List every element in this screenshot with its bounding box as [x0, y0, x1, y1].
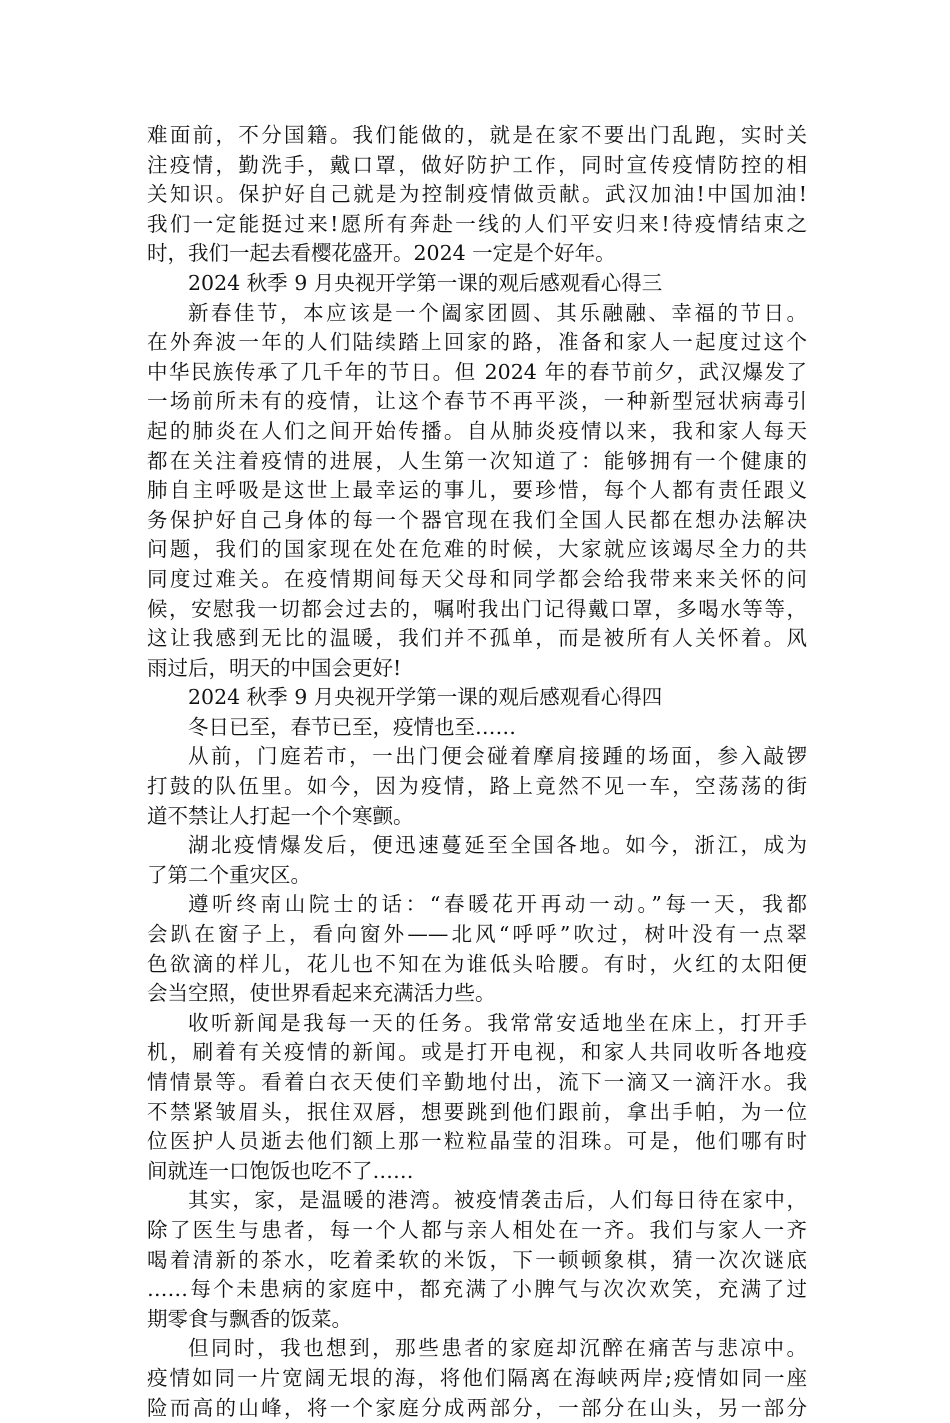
- text-line: 起的肺炎在人们之间开始传播。自从肺炎疫情以来，我和家人每天: [147, 418, 807, 443]
- text-line: 不禁紧皱眉头，抿住双唇，想要跳到他们跟前，拿出手帕，为一位: [147, 1099, 807, 1124]
- text-line: 关知识。保护好自己就是为控制疫情做贡献。武汉加油!中国加油!: [147, 182, 807, 207]
- text-line: 中华民族传承了几千年的节日。但 2024 年的春节前夕，武汉爆发了: [147, 359, 807, 384]
- text-line: 务保护好自己身体的每一个器官现在我们全国人民都在想办法解决: [147, 507, 807, 532]
- text-line: 时，我们一起去看樱花盛开。2024 一定是个好年。: [147, 241, 616, 266]
- text-line: 疫情如同一片宽阔无垠的海，将他们隔离在海峡两岸;疫情如同一座: [147, 1365, 807, 1390]
- text-line: 雨过后，明天的中国会更好!: [147, 655, 402, 680]
- text-line: 从前，门庭若市，一出门便会碰着摩肩接踵的场面，参入敲锣: [188, 744, 807, 769]
- text-line: 肺自主呼吸是这世上最幸运的事儿，要珍惜，每个人都有责任跟义: [147, 478, 807, 503]
- text-line: 机，刷着有关疫情的新闻。或是打开电视，和家人共同收听各地疫: [147, 1040, 807, 1065]
- text-line: 2024 秋季 9 月央视开学第一课的观后感观看心得三: [188, 270, 663, 295]
- text-line: 会当空照，使世界看起来充满活力些。: [147, 981, 496, 1006]
- text-line: 喝着清新的茶水，吃着柔软的米饭，下一顿顿象棋，猜一次次谜底: [147, 1247, 807, 1272]
- text-line: 新春佳节，本应该是一个阖家团圆、其乐融融、幸福的节日。: [188, 300, 807, 325]
- text-line: 了第二个重灾区。: [147, 862, 311, 887]
- text-line: 色欲滴的样儿，花儿也不知在为谁低头哈腰。有时，火红的太阳便: [147, 951, 807, 976]
- text-line: 情情景等。看着白衣天使们辛勤地付出，流下一滴又一滴汗水。我: [147, 1070, 807, 1094]
- text-line: 遵听终南山院士的话：“春暖花开再动一动。”每一天，我都: [188, 892, 807, 917]
- text-line: ……每个未患病的家庭中，都充满了小脾气与次次欢笑，充满了过: [147, 1277, 807, 1302]
- text-line: 其实，家，是温暖的港湾。被疫情袭击后，人们每日待在家中，: [188, 1188, 807, 1213]
- text-line: 位医护人员逝去他们额上那一粒粒晶莹的泪珠。可是，他们哪有时: [147, 1129, 807, 1154]
- text-line: 2024 秋季 9 月央视开学第一课的观后感观看心得四: [188, 685, 663, 710]
- text-line: 期零食与飘香的饭菜。: [147, 1306, 352, 1331]
- text-line: 问题，我们的国家现在处在危难的时候，大家就应该竭尽全力的共: [147, 537, 807, 562]
- text-line: 会趴在窗子上，看向窗外——北风“呼呼”吹过，树叶没有一点翠: [147, 922, 807, 947]
- text-line: 注疫情，勤洗手，戴口罩，做好防护工作，同时宣传疫情防控的相: [147, 152, 807, 177]
- text-line: 除了医生与患者，每一个人都与亲人相处在一齐。我们与家人一齐: [147, 1217, 807, 1242]
- text-line: 都在关注着疫情的进展，人生第一次知道了：能够拥有一个健康的: [147, 448, 807, 473]
- text-line: 道不禁让人打起一个个寒颤。: [147, 803, 414, 828]
- text-line: 同度过难关。在疫情期间每天父母和同学都会给我带来来关怀的问: [147, 566, 807, 591]
- text-line: 间就连一口饱饭也吃不了……: [147, 1158, 414, 1183]
- text-line: 难面前，不分国籍。我们能做的，就是在家不要出门乱跑，实时关: [147, 123, 807, 147]
- text-line: 收听新闻是我每一天的任务。我常常安适地坐在床上，打开手: [188, 1010, 807, 1035]
- text-line: 险而高的山峰，将一个家庭分成两部分，一部分在山头，另一部分: [147, 1395, 807, 1420]
- text-line: 候，安慰我一切都会过去的，嘱咐我出门记得戴口罩，多喝水等等，: [147, 596, 807, 621]
- text-line: 这让我感到无比的温暖，我们并不孤单，而是被所有人关怀着。风: [147, 626, 807, 651]
- text-line: 我们一定能挺过来!愿所有奔赴一线的人们平安归来!待疫情结束之: [147, 211, 807, 236]
- text-line: 但同时，我也想到，那些患者的家庭却沉醉在痛苦与悲凉中。: [188, 1336, 807, 1361]
- text-line: 湖北疫情爆发后，便迅速蔓延至全国各地。如今，浙江，成为: [188, 833, 807, 858]
- text-line: 在外奔波一年的人们陆续踏上回家的路，准备和家人一起度过这个: [147, 330, 807, 355]
- body-text: [147, 121, 807, 1423]
- text-line: 一场前所未有的疫情，让这个春节不再平淡，一种新型冠状病毒引: [147, 389, 807, 414]
- text-line: 冬日已至，春节已至，疫情也至……: [188, 714, 516, 739]
- text-line: 打鼓的队伍里。如今，因为疫情，路上竟然不见一车，空荡荡的街: [147, 774, 807, 799]
